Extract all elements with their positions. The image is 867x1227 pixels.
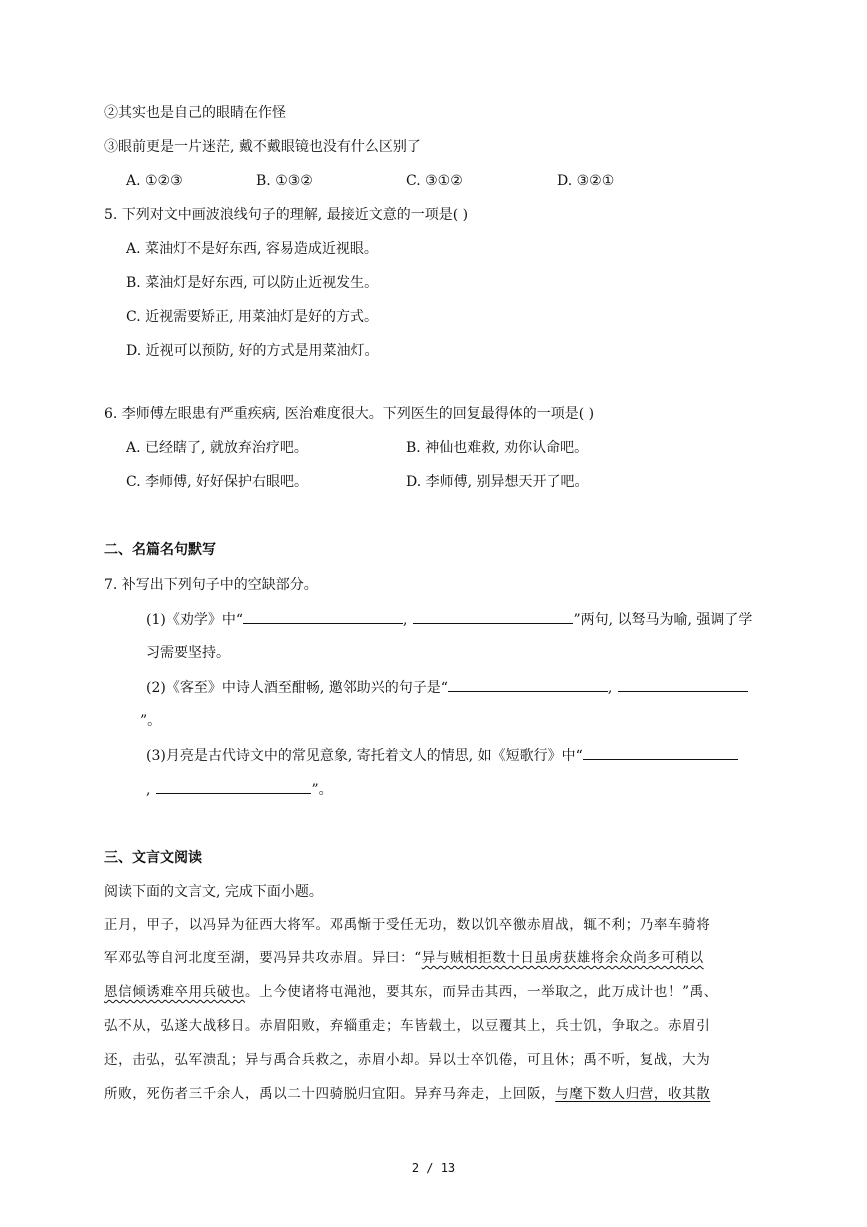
q7-sub3-line2: [146, 779, 333, 800]
q7-stem: 7. 补写出下列句子中的空缺部分。: [104, 577, 318, 593]
q7-sub2-line2: ”。: [140, 713, 162, 729]
q6-option-b: B. 神仙也难救, 劝你认命吧。: [406, 440, 589, 456]
section-title-classical-reading: 三、文言文阅读: [104, 850, 202, 866]
reading-instruction: 阅读下面的文言文, 完成下面小题。: [104, 884, 323, 900]
classical-text-line-1: 正月，甲子，以冯异为征西大将军。邓禹惭于受任无功，数以饥卒徼赤眉战，辄不利；乃率车骑将: [104, 917, 711, 933]
q6-option-d: D. 李师傅, 别异想天开了吧。: [406, 474, 589, 490]
q5-option-d: D. 近视可以预防, 好的方式是用菜油灯。: [126, 343, 379, 359]
q6-stem: 6. 李师傅左眼患有严重疾病, 医治难度很大。下列医生的回复最得体的一项是( ): [104, 406, 595, 422]
wavy-underlined-sentence: 异与贼相拒数十日虽虏获雄将余众尚多可稍以: [421, 950, 704, 966]
q4-option-b: B. ①③②: [256, 173, 313, 189]
classical-text-line-6: [104, 1084, 710, 1104]
q7-sub1-suffix: ”两句, 以驽马为喻, 强调了学: [573, 612, 753, 628]
q7-sub1-comma: ,: [403, 612, 408, 628]
q7-sub3-line1: [146, 745, 738, 766]
q7-sub1-line2: 习需要坚持。: [146, 645, 230, 661]
q5-option-a: A. 菜油灯不是好东西, 容易造成近视眼。: [126, 241, 378, 257]
section-title-famous-quotes: 二、名篇名句默写: [104, 542, 216, 558]
q7-sub3-suffix: ”。: [311, 782, 333, 798]
q4-item-2: ②其实也是自己的眼睛在作怪: [104, 105, 286, 121]
answer-blank[interactable]: [243, 609, 403, 624]
classical-text-segment: 所败，死伤者三千余人，禹以二十四骑脱归宜阳。异弃马奔走，上回阪，: [104, 1086, 556, 1102]
q4-item-3: ③眼前更是一片迷茫, 戴不戴眼镜也没有什么区别了: [104, 139, 421, 155]
q4-option-a: A. ①②③: [126, 173, 183, 189]
answer-blank[interactable]: [413, 609, 573, 624]
answer-blank[interactable]: [618, 677, 748, 692]
classical-text-line-4: 弘不从，弘遂大战移日。赤眉阳败，弃辎重走；车皆载土，以豆覆其上，兵士饥，争取之。赤眉引: [104, 1018, 711, 1034]
q4-option-c: C. ③①②: [406, 173, 463, 189]
q7-sub1-prefix: (1)《劝学》中“: [146, 612, 243, 628]
answer-blank[interactable]: [448, 677, 608, 692]
q7-sub3-prefix: (3)月亮是古代诗文中的常见意象, 寄托着文人的情思, 如《短歌行》中“: [146, 748, 583, 764]
q5-option-c: C. 近视需要矫正, 用菜油灯是好的方式。: [126, 309, 379, 325]
classical-text-segment: 。上今使诸将屯渑池，要其东，而异击其西，一举取之，此万成计也！”禹、: [245, 984, 718, 1000]
classical-text-line-3: [104, 982, 718, 1002]
q7-sub2-comma: ,: [607, 680, 613, 696]
answer-blank[interactable]: [156, 779, 311, 794]
classical-text-segment: 军邓弘等自河北度至湖，要冯异共攻赤眉。异曰：“: [104, 950, 422, 966]
classical-text-line-5: 还，击弘，弘军溃乱；异与禹合兵救之，赤眉小却。异以士卒饥倦，可且休；禹不听，复战，大为: [104, 1052, 711, 1068]
q7-sub1-line1: [146, 609, 752, 630]
answer-blank[interactable]: [583, 745, 738, 760]
classical-text-line-2: [104, 948, 704, 968]
q5-option-b: B. 菜油灯是好东西, 可以防止近视发生。: [126, 275, 379, 291]
q5-stem: 5. 下列对文中画波浪线句子的理解, 最接近文意的一项是( ): [104, 207, 469, 223]
wavy-underlined-sentence: 恩信倾诱难卒用兵破也: [104, 984, 245, 1000]
q7-sub3-comma: ,: [146, 782, 151, 798]
q4-option-d: D. ③②①: [557, 173, 615, 189]
underlined-sentence: 与麾下数人归营，收其散: [555, 1086, 711, 1102]
page-number: 2 / 13: [411, 1161, 456, 1175]
q6-option-a: A. 已经瞎了, 就放弃治疗吧。: [126, 440, 308, 456]
q7-sub2-line1: [146, 677, 748, 698]
q6-option-c: C. 李师傅, 好好保护右眼吧。: [126, 474, 309, 490]
q7-sub2-prefix: (2)《客至》中诗人酒至酣畅, 邀邻助兴的句子是“: [146, 680, 448, 696]
